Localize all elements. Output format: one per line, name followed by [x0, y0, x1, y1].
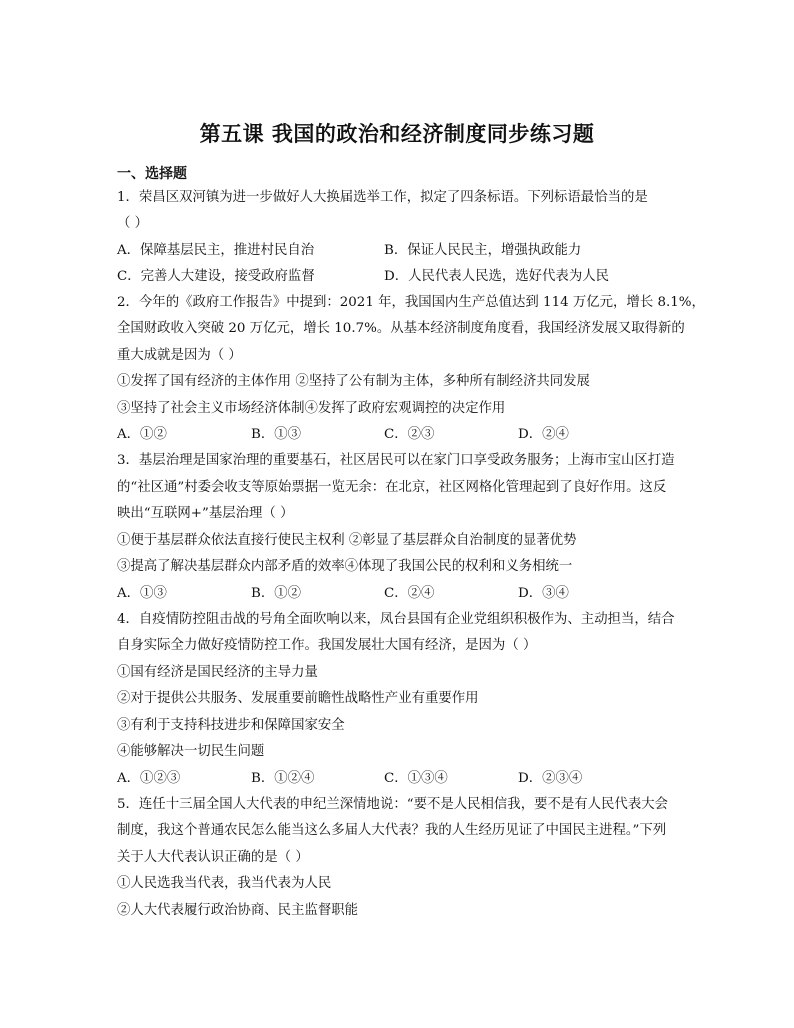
q1-option-a: A．保障基层民主，推进村民自治: [117, 243, 315, 258]
q3-option-b: B．①②: [251, 586, 302, 601]
q2-option-a: A．①②: [117, 427, 167, 442]
q1-option-b: B．保证人民民主，增强执政能力: [384, 243, 582, 258]
q2-option-b: B．①③: [251, 427, 302, 442]
q2-statement: ③坚持了社会主义市场经济体制④发挥了政府宏观调控的决定作用: [117, 401, 506, 416]
q3-stem-line: 的“社区通”村委会收支等原始票据一览无余：在北京，社区网格化管理起到了良好作用。这反: [117, 480, 667, 495]
page-title: 第五课 我国的政治和经济制度同步练习题: [199, 121, 595, 146]
q5-statement: ②人大代表履行政治协商、民主监督职能: [117, 903, 359, 918]
q2-stem-line: 全国财政收入突破 20 万亿元，增长 10.7%。从基本经济制度角度看，我国经济发展又取得新的: [117, 321, 685, 336]
q1-option-d: D．人民代表人民选，选好代表为人民: [384, 269, 609, 284]
q5-stem-line: 制度，我这个普通农民怎么能当这么多届人大代表？我的人生经历见证了中国民主进程。”下列: [117, 823, 667, 838]
q3-option-d: D．③④: [518, 586, 569, 601]
q2-stem-line: 2．今年的《政府工作报告》中提到：2021 年，我国国内生产总值达到 114 万亿元，增长 8.1%，: [117, 295, 705, 310]
q4-option-c: C．①③④: [384, 771, 448, 786]
q2-stem-line: 重大成就是因为（ ）: [117, 348, 242, 363]
q3-option-a: A．①③: [117, 586, 167, 601]
q1-stem-line: 1．荣昌区双河镇为进一步做好人大换届选举工作，拟定了四条标语。下列标语最恰当的是: [117, 190, 648, 205]
q4-statement: ④能够解决一切民生问题: [117, 744, 265, 759]
q2-statement: ①发挥了国有经济的主体作用 ②坚持了公有制为主体，多种所有制经济共同发展: [117, 374, 590, 389]
section-heading: 一、选择题: [117, 166, 187, 182]
q4-statement: ②对于提供公共服务、发展重要前瞻性战略性产业有重要作用: [117, 691, 479, 706]
q2-option-c: C．②③: [384, 427, 435, 442]
q1-option-c: C．完善人大建设，接受政府监督: [117, 269, 315, 284]
q5-stem-line: 关于人大代表认识正确的是（ ）: [117, 850, 309, 865]
q4-option-d: D．②③④: [518, 771, 583, 786]
q3-stem-line: 映出“互联网+”基层治理（ ）: [117, 506, 294, 521]
q5-stem-line: 5．连任十三届全国人大代表的申纪兰深情地说：“要不是人民相信我，要不是有人民代表大会: [117, 797, 668, 812]
q4-option-a: A．①②③: [117, 771, 181, 786]
q4-statement: ③有利于支持科技进步和保障国家安全: [117, 718, 345, 733]
q4-option-b: B．①②④: [251, 771, 315, 786]
q3-statement: ③提高了解决基层群众内部矛盾的效率④体现了我国公民的权利和义务相统一: [117, 559, 573, 574]
q5-statement: ①人民选我当代表，我当代表为人民: [117, 876, 332, 891]
q1-stem-line: （ ）: [117, 216, 149, 231]
q2-option-d: D．②④: [518, 427, 569, 442]
q4-statement: ①国有经济是国民经济的主导力量: [117, 665, 318, 680]
q3-option-c: C．②④: [384, 586, 435, 601]
q3-statement: ①便于基层群众依法直接行使民主权利 ②彰显了基层群众自治制度的显著优势: [117, 533, 577, 548]
q4-stem-line: 4．自疫情防控阻击战的号角全面吹响以来，凤台县国有企业党组织积极作为、主动担当，结合: [117, 612, 675, 627]
q4-stem-line: 自身实际全力做好疫情防控工作。我国发展壮大国有经济，是因为（ ）: [117, 638, 537, 653]
q3-stem-line: 3．基层治理是国家治理的重要基石，社区居民可以在家门口享受政务服务；上海市宝山区打造: [117, 453, 675, 468]
